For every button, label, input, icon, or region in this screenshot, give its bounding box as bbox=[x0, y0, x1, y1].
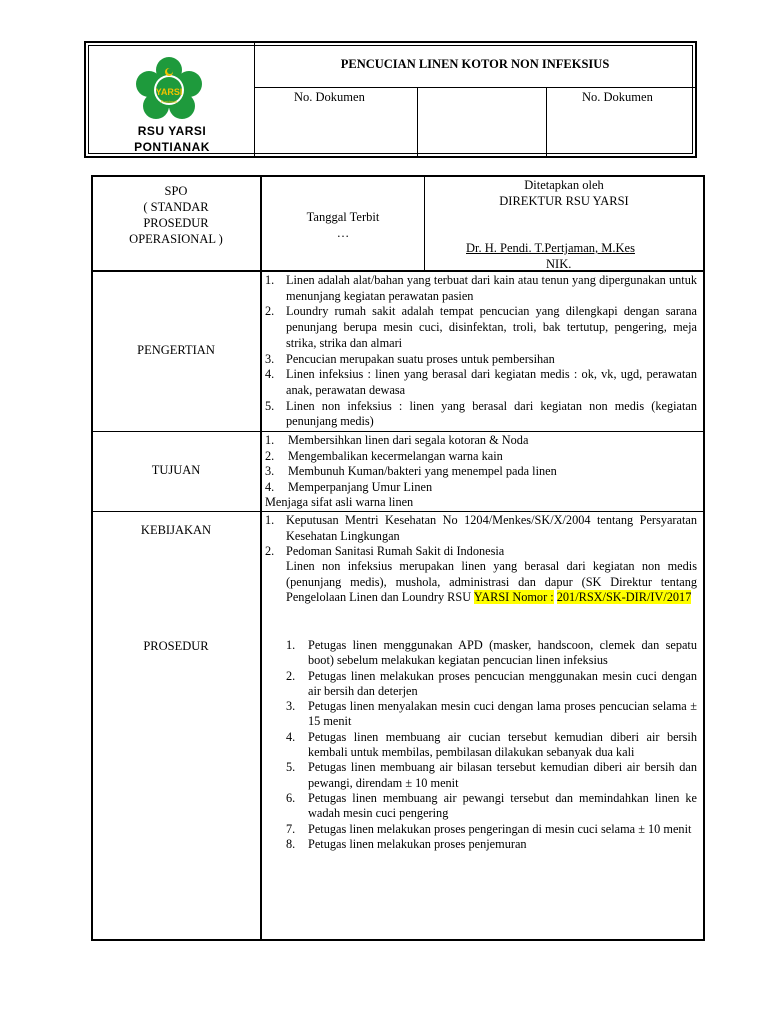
list-item: 1. Membersihkan linen dari segala kotoran & Noda bbox=[265, 433, 529, 447]
tanggal-terbit-label: Tanggal Terbit bbox=[306, 210, 380, 224]
signer-nik: NIK. bbox=[546, 257, 572, 271]
list-item: 2. Loundry rumah sakit adalah tempat pencucian yang dilengkapi dengan sarana penunjang berupa mesin cuci, disinfektan, troli, bak tertutup, pengering, meja strika, strika dan almari bbox=[265, 304, 697, 350]
kebijakan-paragraph: Linen non infeksius merupakan linen yang berasal dari kegiatan non medis (penunjang medis), mushola, administrasi dan dapur (SK Direktur tentang Pengelolaan Linen dan Loundry RSU YARSI Nomor : 201/RSX/SK-DIR/IV/2017 bbox=[286, 559, 697, 604]
list-item: 1. Petugas linen menggunakan APD (masker, handscoon, clemek dan sepatu boot) sebelum melakukan kegiatan pencucian linen infeksius bbox=[286, 638, 697, 668]
prosedur-list bbox=[286, 638, 697, 852]
sk-number-highlight-2: 201/RSX/SK-DIR/IV/2017 bbox=[556, 590, 692, 604]
list-item: 1. Keputusan Mentri Kesehatan No 1204/Menkes/SK/X/2004 tentang Persyaratan Kesehatan Lingkungan bbox=[265, 513, 697, 543]
direktur-label: DIREKTUR RSU YARSI bbox=[499, 194, 629, 208]
signer-name: Dr. H. Pendi. T.Pertjaman, M.Kes bbox=[466, 241, 635, 255]
list-item: 3. Pencucian merupakan suatu proses untuk pembersihan bbox=[265, 351, 555, 366]
logo-subtext: Pontianak bbox=[160, 99, 178, 104]
kebijakan-list bbox=[265, 513, 697, 560]
list-item: 3. Petugas linen menyalakan mesin cuci dengan lama proses pencucian selama ± 15 menit bbox=[286, 699, 697, 729]
pengertian-label: PENGERTIAN bbox=[137, 343, 215, 357]
pengertian-list bbox=[265, 273, 697, 430]
list-item: 2. Petugas linen melakukan proses pencucian menggunakan mesin cuci dengan air bersih dan deterjen bbox=[286, 668, 697, 698]
org-city: PONTIANAK bbox=[134, 140, 210, 154]
list-item: 6. Petugas linen membuang air pewangi tersebut dan memindahkan linen ke wadah mesin cuci pengering bbox=[286, 790, 697, 821]
org-name: RSU YARSI bbox=[137, 124, 207, 138]
spo-line2: ( STANDAR bbox=[143, 200, 209, 214]
list-item: 2. Mengembalikan kecermelangan warna kain bbox=[265, 448, 503, 463]
tujuan-list bbox=[265, 433, 697, 511]
spo-line1: SPO bbox=[164, 184, 188, 198]
spo-label bbox=[93, 183, 259, 247]
list-item: 7. Petugas linen melakukan proses pengeringan di mesin cuci selama ± 10 menit bbox=[286, 821, 692, 836]
doc-number-label-right: No. Dokumen bbox=[582, 90, 653, 104]
logo-text: YARSI bbox=[155, 87, 183, 97]
list-item: 4. Linen infeksius : linen yang berasal dari kegiatan medis : ok, vk, ugd, perawatan anak, perawatan dewasa bbox=[265, 367, 697, 397]
document-title: PENCUCIAN LINEN KOTOR NON INFEKSIUS bbox=[340, 57, 610, 71]
doc-number-label-left: No. Dokumen bbox=[294, 90, 365, 104]
list-item: 3. Membunuh Kuman/bakteri yang menempel pada linen bbox=[265, 464, 557, 478]
list-item: 8. Petugas linen melakukan proses penjemuran bbox=[286, 836, 527, 851]
spo-line3: PROSEDUR bbox=[143, 216, 209, 230]
list-item: 5. Linen non infeksius : linen yang berasal dari kegiatan non medis (kegiatan penunjang medis) bbox=[265, 398, 697, 429]
kebijakan-label: KEBIJAKAN bbox=[140, 523, 212, 537]
list-item: 4. Memperpanjang Umur Linen bbox=[265, 479, 433, 494]
tanggal-terbit-value: … bbox=[336, 226, 350, 240]
list-item: 1. Linen adalah alat/bahan yang terbuat dari kain atau tenun yang dipergunakan untuk menunjang kegiatan perawatan pasien bbox=[265, 273, 697, 303]
tujuan-label: TUJUAN bbox=[151, 463, 201, 477]
prosedur-label: PROSEDUR bbox=[143, 639, 209, 653]
hospital-logo bbox=[135, 56, 203, 122]
list-item: 4. Petugas linen membuang air cucian tersebut kemudian diberi air bersih kembali untuk membilas, pembilasan dilakukan sebanyak dua kali bbox=[286, 729, 697, 760]
ditetapkan-label: Ditetapkan oleh bbox=[524, 178, 604, 192]
sk-number-highlight: YARSI Nomor : bbox=[473, 590, 554, 604]
tujuan-extra: Menjaga sifat asli warna linen bbox=[265, 495, 414, 509]
spo-line4: OPERASIONAL ) bbox=[129, 232, 223, 246]
list-item: 2. Pedoman Sanitasi Rumah Sakit di Indonesia bbox=[265, 544, 505, 558]
list-item: 5. Petugas linen membuang air bilasan tersebut kemudian diberi air bersih dan pewangi, direndam ± 10 menit bbox=[286, 760, 697, 790]
